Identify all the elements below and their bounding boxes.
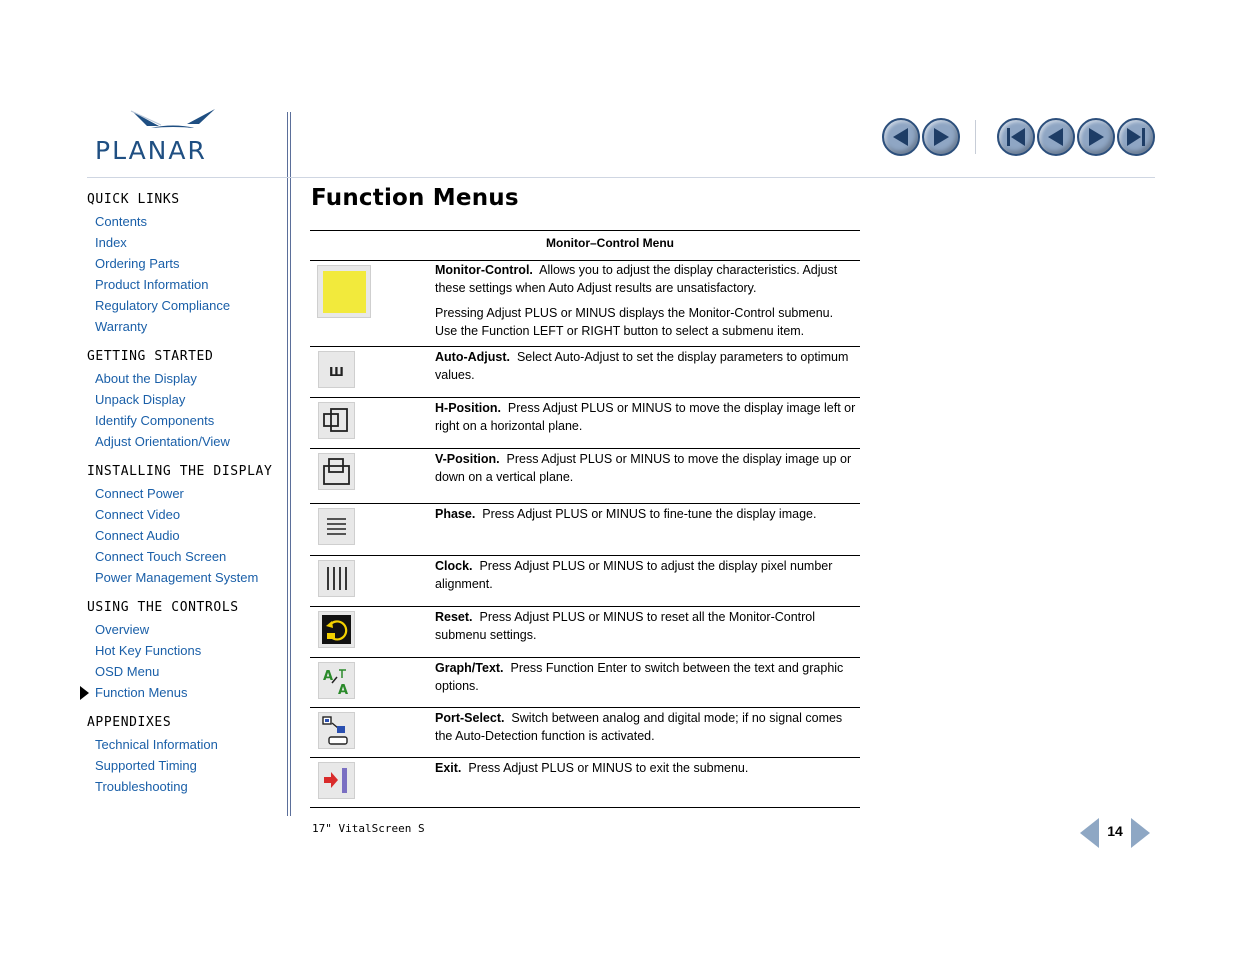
- phase-icon: [318, 508, 355, 545]
- sidebar-link-function-menus[interactable]: Function Menus: [87, 682, 287, 703]
- reset-icon: [318, 611, 355, 648]
- monitor-control-icon: [317, 265, 371, 318]
- row-text: Press Adjust PLUS or MINUS to adjust the display pixel number alignment.: [435, 559, 833, 591]
- previous-page-icon: [1039, 120, 1073, 154]
- exit-icon: [318, 762, 355, 799]
- logo-wordmark: PLANAR: [95, 136, 207, 165]
- previous-page-button[interactable]: [1037, 118, 1075, 156]
- page-nav: [997, 118, 1155, 156]
- page-pager: [1080, 818, 1152, 848]
- port-select-icon: [318, 712, 355, 749]
- table-row: [310, 708, 860, 758]
- svg-text:A: A: [323, 669, 334, 684]
- sidebar-link-warranty[interactable]: Warranty: [95, 319, 148, 334]
- sidebar-link-adjust-orientation[interactable]: Adjust Orientation/View: [95, 434, 230, 449]
- row-description: [435, 348, 856, 384]
- sidebar-section-getting-started: [87, 349, 287, 452]
- next-page-icon: [1079, 120, 1113, 154]
- first-page-button[interactable]: [997, 118, 1035, 156]
- row-term: Reset.: [435, 610, 473, 624]
- section-title: QUICK LINKS: [87, 192, 180, 207]
- sidebar-link-hot-key-functions[interactable]: Hot Key Functions: [95, 643, 202, 658]
- header-rule: [87, 177, 1155, 178]
- page-number: 14: [1107, 823, 1123, 839]
- row-description: [435, 261, 856, 340]
- row-description: [435, 399, 856, 435]
- table-row: [310, 607, 860, 658]
- sidebar-divider: [287, 112, 288, 816]
- clock-icon: [318, 560, 355, 597]
- section-title: INSTALLING THE DISPLAY: [87, 464, 273, 479]
- svg-text:Ш: Ш: [329, 365, 344, 379]
- section-title: USING THE CONTROLS: [87, 600, 239, 615]
- back-button[interactable]: [882, 118, 920, 156]
- sidebar-link-contents[interactable]: Contents: [95, 214, 148, 229]
- row-description: [435, 608, 856, 644]
- last-page-icon: [1119, 120, 1153, 154]
- v-position-icon: [318, 453, 355, 490]
- row-term: Port-Select.: [435, 711, 505, 725]
- table-row: [310, 347, 860, 398]
- row-term: Exit.: [435, 761, 462, 775]
- next-page-arrow-icon[interactable]: [1131, 818, 1150, 848]
- sidebar-link-connect-touch-screen[interactable]: Connect Touch Screen: [95, 549, 227, 564]
- row-text: Press Function Enter to switch between the text and graphic options.: [435, 661, 844, 693]
- sidebar-link-power-management[interactable]: Power Management System: [95, 570, 259, 585]
- row-description: [435, 659, 856, 695]
- row-description: [435, 759, 856, 777]
- sidebar-link-osd-menu[interactable]: OSD Menu: [95, 664, 160, 679]
- table-row: [310, 398, 860, 449]
- section-title: GETTING STARTED: [87, 349, 214, 364]
- svg-text:A: A: [338, 683, 349, 698]
- sidebar-link-about-display[interactable]: About the Display: [95, 371, 197, 386]
- table-heading: Monitor–Control Menu: [310, 231, 860, 261]
- history-nav: [882, 118, 960, 156]
- forward-button[interactable]: [922, 118, 960, 156]
- sidebar-link-product-information[interactable]: Product Information: [95, 277, 209, 292]
- row-term: Clock.: [435, 559, 473, 573]
- row-text: Press Adjust PLUS or MINUS to move the display image up or down on a vertical plane.: [435, 452, 852, 484]
- sidebar-link-connect-audio[interactable]: Connect Audio: [95, 528, 180, 543]
- sidebar-link-connect-power[interactable]: Connect Power: [95, 486, 184, 501]
- sidebar-divider-inner: [290, 112, 291, 816]
- row-description: [435, 450, 856, 486]
- next-page-button[interactable]: [1077, 118, 1115, 156]
- table-row: [310, 261, 860, 347]
- sidebar-link-troubleshooting[interactable]: Troubleshooting: [95, 779, 188, 794]
- row-text: Press Adjust PLUS or MINUS to reset all the Monitor-Control submenu settings.: [435, 610, 816, 642]
- row-text: Press Adjust PLUS or MINUS to exit the submenu.: [468, 761, 749, 775]
- table-row: [310, 758, 860, 807]
- nav-separator: [975, 120, 976, 154]
- arrow-left-icon: [884, 120, 918, 154]
- product-name: 17" VitalScreen S: [312, 822, 425, 835]
- sidebar-section-installing: [87, 464, 287, 588]
- table-row: [310, 504, 860, 556]
- last-page-button[interactable]: [1117, 118, 1155, 156]
- row-text: Press Adjust PLUS or MINUS to fine-tune the display image.: [482, 507, 817, 521]
- previous-page-arrow-icon[interactable]: [1080, 818, 1099, 848]
- sidebar-link-index[interactable]: Index: [95, 235, 127, 250]
- table-row: [310, 658, 860, 708]
- auto-adjust-icon: [318, 351, 355, 388]
- sidebar-link-unpack-display[interactable]: Unpack Display: [95, 392, 186, 407]
- arrow-right-icon: [924, 120, 958, 154]
- first-page-icon: [999, 120, 1033, 154]
- planar-swoosh-icon: [95, 106, 250, 140]
- table-row: [310, 449, 860, 504]
- row-description: [435, 557, 856, 593]
- row-text: Select Auto-Adjust to set the display parameters to optimum values.: [435, 350, 849, 382]
- sidebar-link-identify-components[interactable]: Identify Components: [95, 413, 215, 428]
- row-term: Monitor-Control.: [435, 263, 533, 277]
- row-text: Allows you to adjust the display characteristics. Adjust these settings when Auto Adjust results are unsatisfactory.: [435, 263, 838, 295]
- sidebar-link-technical-information[interactable]: Technical Information: [95, 737, 218, 752]
- row-term: V-Position.: [435, 452, 500, 466]
- sidebar-link-overview[interactable]: Overview: [95, 622, 150, 637]
- row-term: Graph/Text.: [435, 661, 504, 675]
- sidebar-nav: [87, 192, 287, 809]
- sidebar-section-using-controls: [87, 600, 287, 703]
- h-position-icon: [318, 402, 355, 439]
- row-term: H-Position.: [435, 401, 501, 415]
- graph-text-icon: [318, 662, 355, 699]
- row-term: Phase.: [435, 507, 476, 521]
- row-term: Auto-Adjust.: [435, 350, 510, 364]
- row-text: Press Adjust PLUS or MINUS to move the display image left or right on a horizontal plane.: [435, 401, 856, 433]
- sidebar-link-regulatory-compliance[interactable]: Regulatory Compliance: [95, 298, 231, 313]
- sidebar-section-appendixes: [87, 715, 287, 797]
- monitor-control-table: [310, 230, 860, 808]
- sidebar-link-supported-timing[interactable]: Supported Timing: [95, 758, 197, 773]
- row-description: [435, 709, 856, 745]
- sidebar-link-ordering-parts[interactable]: Ordering Parts: [95, 256, 180, 271]
- planar-logo: [95, 106, 250, 168]
- page-title: Function Menus: [311, 185, 519, 211]
- sidebar-section-quick-links: [87, 192, 287, 337]
- row-text-secondary: Pressing Adjust PLUS or MINUS displays the Monitor-Control submenu. Use the Function LEFT or RIGHT button to select a submenu item.: [435, 306, 834, 338]
- row-text: Switch between analog and digital mode; if no signal comes the Auto-Detection function is activated.: [435, 711, 843, 743]
- sidebar-link-connect-video[interactable]: Connect Video: [95, 507, 181, 522]
- table-row: [310, 556, 860, 607]
- section-title: APPENDIXES: [87, 715, 172, 730]
- row-description: [435, 505, 856, 523]
